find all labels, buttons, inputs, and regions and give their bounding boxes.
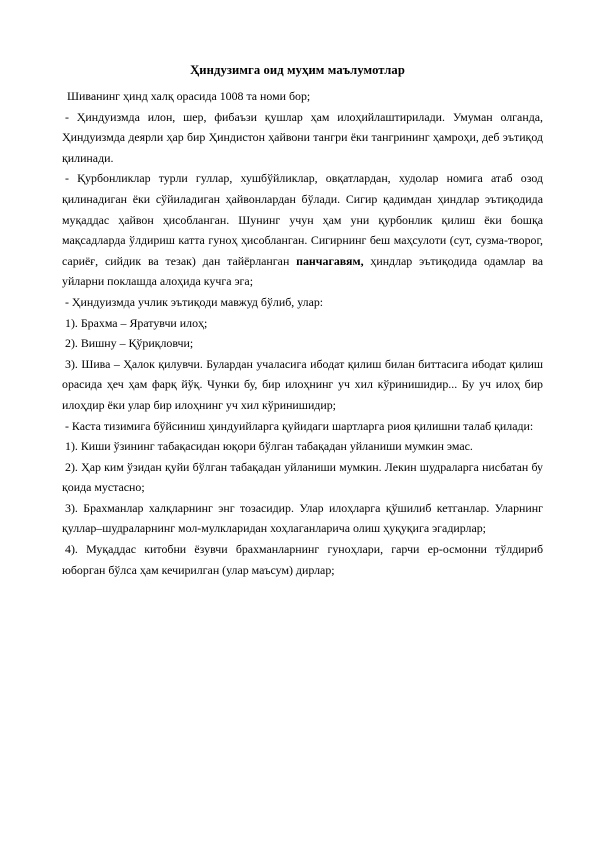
list-item-caste-rule-4: 4). Муқаддас китобни ёзувчи брахманларнинг гуноҳлари, гарчи ер-осмонни тўлдириб юборган бўлса ҳам кечирилган (улар маъсум) дирлар; [62,542,543,577]
paragraph-animal-deification: - Ҳиндуизмда илон, шер, фибаъзи қушлар ҳам илоҳийлаштирилади. Умуман олганда, Ҳиндуизмда деярли ҳар бир Ҳиндистон ҳайвони тангри ёки тангрининг ҳамроҳи, деб эътиқод қилинади. [62,109,543,165]
list-item-caste-rule-1: 1). Киши ўзининг табақасидан юқори бўлган табақадан уйланиши мумкин эмас. [65,439,473,454]
list-item-shiva: 3). Шива – Ҳалок қилувчи. Булардан учаласига ибодат қилиш билан биттасига ибодат қилиш орасида ҳеч ҳам фарқ йўқ. Чунки бу, бир илоҳнинг уч хил кўринишидир... Бу уч илоҳ бир илоҳдир ёки улар бир илоҳнинг уч хил кўринишидир; [62,356,543,412]
paragraph-caste-intro: - Каста тизимига бўйсиниш ҳиндуийларга қуйидаги шартларга риоя қилишни талаб қилади: [65,418,534,433]
list-item-brahma: 1). Брахма – Яратувчи илоҳ; [65,315,208,330]
list-item-caste-rule-2: 2). Ҳар ким ўзидан қуйи бўлган табақадан уйланиши мумкин. Лекин шудраларга нисбатан бу қоида мустасно; [62,459,543,495]
panchagavya-term: панчагавям, [296,253,364,268]
document-title: Ҳиндузимга оид муҳим маълумотлар [190,63,405,77]
sacrifices-text-before: - Қурбонликлар турли гуллар, хушбўйликлар, овқатлардан, худолар номига атаб озод қилинадиган ёки сўйиладиган ҳайвонлардан бўлади. Сигир қадимдан ҳиндлар эътиқодида муқаддас ҳайвон ҳисобланган. Шунинг учун ҳам уни қурбонлик қилиш ёки бошқа мақсадларда ўлдириш катта гуноҳ ҳисобланган. Сигирнинг беш маҳсулоти (сут, сузма-творог, сариёғ, сийдик ва тезак) дан тайёрланган [62,171,543,268]
list-item-vishnu: 2). Вишну – Қўриқловчи; [65,336,194,351]
sacrifices-text-after: ҳиндлар эътиқодида одамлар ва уйларни поклашда алоҳида кучга эга; [62,253,543,289]
document-body [62,86,543,580]
paragraph-shiva-names: Шиванинг ҳинд халқ орасида 1008 та номи бор; [67,89,311,103]
paragraph-trinity-intro: - Ҳиндуизмда учлик эътиқоди мавжуд бўлиб, улар: [65,294,324,309]
paragraph-sacrifices [62,168,543,292]
list-item-caste-rule-3: 3). Брахманлар халқларнинг энг тозасидир. Улар илоҳларга қўшилиб кетганлар. Уларнинг қуллар–шудраларнинг мол-мулкларидан хоҳлаганларича олиш ҳуқуқига эгадирлар; [62,500,543,536]
